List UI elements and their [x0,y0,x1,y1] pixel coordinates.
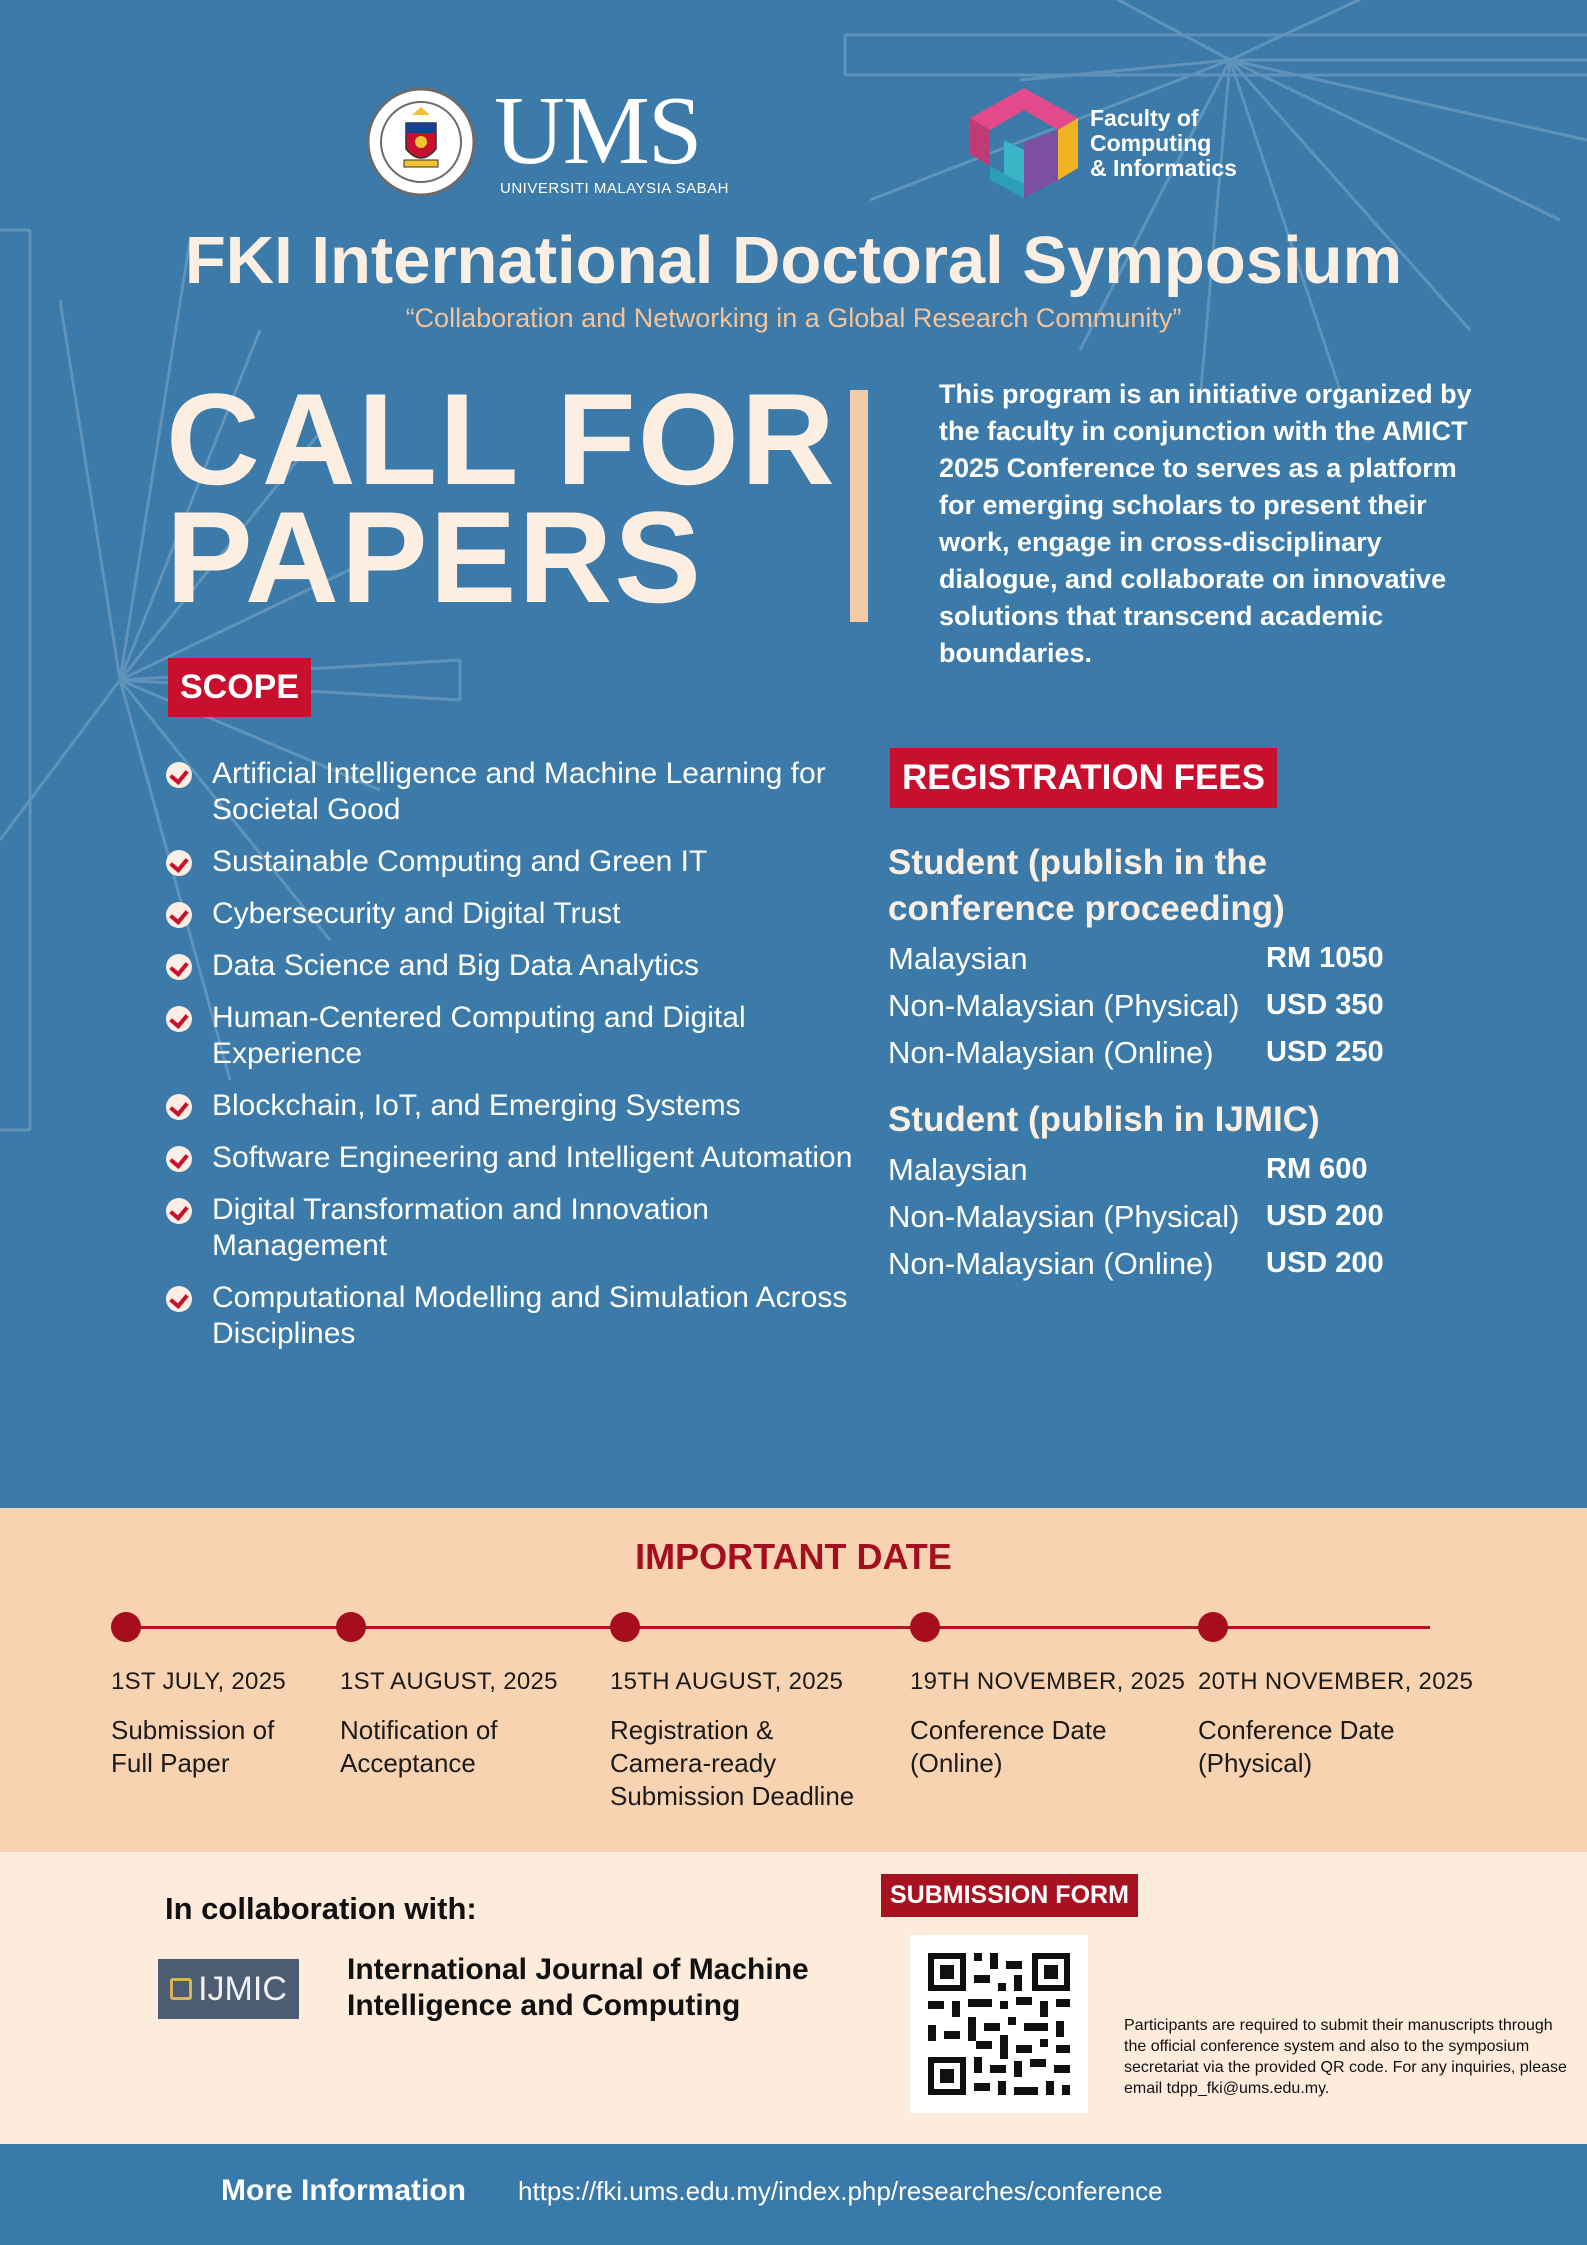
timeline-event: Registration & Camera-ready Submission Deadline [610,1715,855,1811]
tagline: “Collaboration and Networking in a Global Research Community” [405,303,1182,333]
timeline-event: Conference Date (Online) [910,1715,1107,1778]
fee-group-heading: Student (publish in the conference proceeding) [888,843,1285,928]
symposium-title: FKI International Doctoral Symposium [184,223,1403,298]
scope-item-text: Artificial Intelligence and Machine Learning for Societal Good [212,757,826,826]
scope-item [166,844,856,880]
scope-item [166,1280,856,1352]
cfp-line: CALL FOR [166,366,837,512]
faculty-name [1090,106,1237,181]
fee-row [888,1243,1428,1284]
submission-note: Participants are required to submit their manuscripts through the official conference system and also to the symposium secretariat via the provided QR code. For any inquiries, please email tdpp_fki@ums.edu.my. [1124,2017,1567,2097]
scope-item-text: Sustainable Computing and Green IT [212,845,708,878]
ijmic-logo [158,1959,299,2019]
registration-fees-label: REGISTRATION FEES [890,748,1277,808]
faculty-line: & Informatics [1090,155,1237,181]
ums-seal-logo [366,87,476,197]
fee-category: Non-Malaysian (Physical) [888,1199,1240,1234]
scope-item [166,1192,856,1264]
fee-row [888,1032,1428,1073]
fee-amount: RM 1050 [1266,942,1384,974]
fee-amount: USD 350 [1266,989,1384,1021]
check-icon [166,1286,192,1312]
check-icon [166,1094,192,1120]
timeline-dot [111,1612,141,1642]
program-description: This program is an initiative organized by the faculty in conjunction with the AMICT 2025 Conference to serves as a platform for emerging scholars to present their work, engage in cross-disciplinary dialogue, and collaborate on innovative solutions that transcend academic boundaries. [939,379,1472,668]
journal-name: International Journal of Machine Intelligence and Computing [347,1953,809,2022]
fee-amount: USD 200 [1266,1200,1384,1232]
timeline-date: 15TH AUGUST, 2025 [610,1668,844,1695]
timeline-date: 19TH NOVEMBER, 2025 [910,1668,1186,1695]
fee-amount: USD 250 [1266,1036,1384,1068]
check-icon [166,954,192,980]
scope-item [166,1000,856,1072]
check-icon [166,1146,192,1172]
fee-row [888,1149,1428,1190]
fee-category: Non-Malaysian (Online) [888,1035,1214,1070]
timeline-dot [610,1612,640,1642]
timeline-event: Submission of Full Paper [111,1715,275,1778]
more-information-label: More Information [221,2174,466,2207]
check-icon [166,762,192,788]
timeline-dot [336,1612,366,1642]
scope-item-text: Cybersecurity and Digital Trust [212,897,621,930]
cfp-line: PAPERS [166,484,703,630]
faculty-line: Computing [1090,130,1212,156]
scope-list [166,756,856,1368]
timeline-event: Notification of Acceptance [340,1715,498,1778]
scope-item-text: Human-Centered Computing and Digital Experience [212,1001,746,1070]
faculty-line: Faculty of [1090,105,1199,131]
fee-category: Malaysian [888,941,1028,976]
registration-fees [888,840,1428,1290]
scope-item-text: Data Science and Big Data Analytics [212,949,699,982]
collaboration-title: In collaboration with: [165,1891,477,1926]
divider-bar [850,390,868,622]
scope-item [166,756,856,828]
check-icon [166,1006,192,1032]
fee-row [888,938,1428,979]
scope-item-text: Software Engineering and Intelligent Automation [212,1141,853,1174]
ums-wordmark: UMS [494,77,701,185]
fee-category: Non-Malaysian (Physical) [888,988,1240,1023]
fee-row [888,1196,1428,1237]
timeline-date: 20TH NOVEMBER, 2025 [1198,1668,1474,1695]
faculty-cube-logo [966,84,1082,202]
fee-category: Non-Malaysian (Online) [888,1246,1214,1281]
timeline-line [125,1626,1430,1629]
timeline-dot [910,1612,940,1642]
call-for-papers-heading [166,366,837,630]
scope-item [166,1140,856,1176]
scope-item [166,896,856,932]
submission-form-label: SUBMISSION FORM [881,1874,1138,1917]
scope-item [166,1088,856,1124]
ijmic-logo-text: IJMIC [198,1969,287,2008]
chip-icon [170,1978,192,2000]
check-icon [166,902,192,928]
timeline-date: 1ST JULY, 2025 [111,1668,286,1695]
fee-group-heading: Student (publish in IJMIC) [888,1100,1320,1139]
check-icon [166,1198,192,1224]
fee-category: Malaysian [888,1152,1028,1187]
fee-amount: USD 200 [1266,1247,1384,1279]
important-dates-title: IMPORTANT DATE [635,1536,952,1577]
timeline-date: 1ST AUGUST, 2025 [340,1668,558,1695]
scope-item [166,948,856,984]
scope-item-text: Computational Modelling and Simulation Across Disciplines [212,1281,848,1350]
scope-label: SCOPE [168,658,311,717]
scope-item-text: Digital Transformation and Innovation Management [212,1193,709,1262]
ums-subtitle: UNIVERSITI MALAYSIA SABAH [500,180,729,197]
check-icon [166,850,192,876]
timeline-dot [1198,1612,1228,1642]
timeline-event: Conference Date (Physical) [1198,1715,1395,1778]
fee-amount: RM 600 [1266,1153,1368,1185]
qr-code-icon[interactable] [910,1935,1088,2113]
scope-item-text: Blockchain, IoT, and Emerging Systems [212,1089,741,1122]
conference-url-link[interactable]: https://fki.ums.edu.my/index.php/researches/conference [518,2176,1163,2206]
fee-row [888,985,1428,1026]
